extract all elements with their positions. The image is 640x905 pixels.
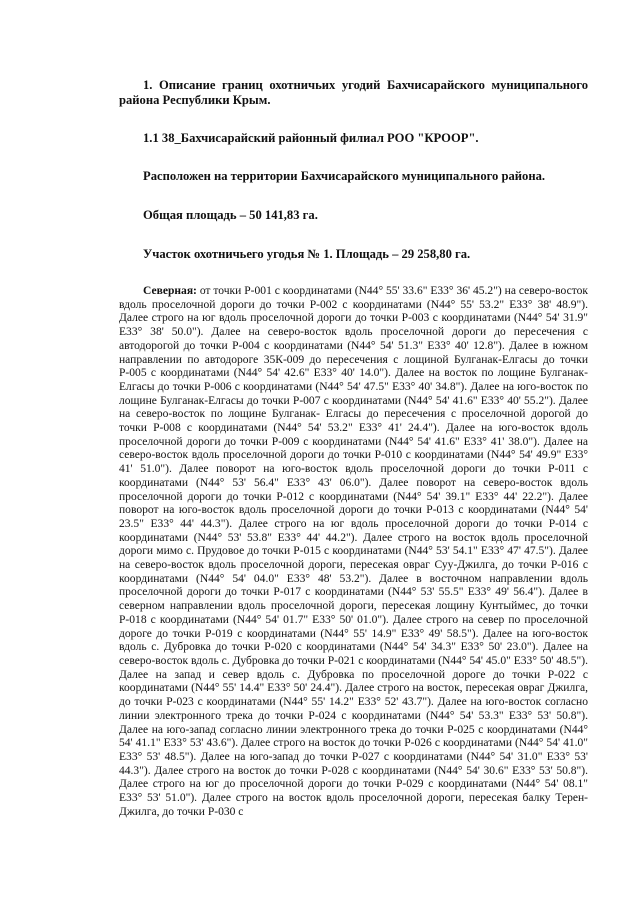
total-area-line: Общая площадь – 50 141,83 га. xyxy=(143,208,318,222)
north-boundary-text: от точки Р-001 с координатами (N44° 55' 33.6" E33° 36' 45.2") на северо-восток вдоль проселочной дороги до точки Р-002 с координатами (N44° 55' 53.2" E33° 38' 48.9"). Далее строго на юг вдоль проселочной дороги до точки Р-003 с координатами (N44° 54' 31.9" E33° 38' 50.0"). Далее на северо-восток вдоль проселочной дороги до пересечения с автодорогой до точки Р-004 с координатами (N44° 54' 51.3" E33° 40' 12.8"). Далее в южном направлении по автодороге 35К-009 до пересечения с лощиной Булганак-Елгасы до точки Р-005 с координатами (N44° 54' 42.6" E33° 40' 14.0"). Далее на восток по лощине Булганак-Елгасы до точки Р-006 с координатами (N44° 54' 47.5" E33° 40' 34.8"). Далее на юго-восток по лощине Булганак-Елгасы до точки Р-007 с координатами (N44° 54' 41.6" E33° 40' 55.2"). Далее на северо-восток по лощине Булганак- Елгасы до пересечения с проселочной дорогой до точки Р-008 с координатами (N44° 54' 53.2" E33° 41' 24.4"). Далее на юго-восток вдоль проселочной дороги до точки Р-009 с координатами (N44° 54' 41.6" E33° 41' 38.0"). Далее на северо-восток вдоль проселочной дороги до точки Р-010 с координатами (N44° 54' 49.9" E33° 41' 51.0"). Далее поворот на юго-восток вдоль проселочной дороги до точки Р-011 с координатами (N44° 53' 56.4" E33° 43' 06.0"). Далее поворот на северо-восток вдоль проселочной дороги до точки Р-012 с координатами (N44° 54' 39.1" E33° 44' 22.2"). Далее поворот на юго-восток вдоль проселочной дороги до точки Р-013 с координатами (N44° 54' 23.5" E33° 44' 44.3"). Далее строго на юг вдоль проселочной дороги до точки Р-014 с координатами (N44° 53' 53.8" E33° 44' 44.2"). Далее строго на восток вдоль проселочной дороги мимо с. Прудовое до точки Р-015 с координатами (N44° 53' 54.1" E33° 47' 47.5"). Далее на северо-восток вдоль проселочной дороги, пересекая овраг Суу-Джилга, до точки Р-016 с координатами (N44° 54' 04.0" E33° 48' 53.2"). Далее в восточном направлении вдоль проселочной дороги до точки Р-017 с координатами (N44° 53' 55.5" E33° 49' 56.4"). Далее в северном направлении вдоль проселочной дороги, пересекая лощину Кунтыймес, до точки Р-018 с координатами (N44° 54' 01.7" E33° 50' 01.0"). Далее строго на север по проселочной дороге до точки Р-019 с координатами (N44° 55' 14.9" E33° 49' 58.5"). Далее на юго-восток вдоль с. Дубровка до точки Р-020 с координатами (N44° 54' 34.3" E33° 50' 23.0"). Далее на северо-восток вдоль с. Дубровка до точки Р-021 с координатами (N44° 54' 45.0" E33° 50' 48.5"). Далее на запад и север вдоль с. Дубровка по проселочной дороге до точки Р-022 с координатами (N44° 55' 14.4" E33° 50' 24.4"). Далее строго на восток, пересекая овраг Джилга, до точки Р-023 с координатами (N44° 55' 14.2" E33° 52' 43.7"). Далее на юго-восток согласно линии электронного трека до точки Р-024 с координатами (N44° 54' 53.3" E33° 53' 50.8"). Далее на юго-запад согласно линии электронного трека до точки Р-025 с координатами (N44° 54' 41.1" E33° 53' 43.6"). Далее строго на восток до точки Р-026 с координатами (N44° 54' 41.0" E33° 53' 48.5"). Далее на юго-запад до точки Р-027 с координатами (N44° 54' 31.0" E33° 53' 44.3"). Далее строго на восток до точки Р-028 с координатами (N44° 54' 30.6" E33° 53' 50.8"). Далее строго на юг до проселочной дороги до точки Р-029 с координатами (N44° 54' 08.1" E33° 53' 51.0"). Далее строго на восток вдоль проселочной дороги, пересекая балку Терен-Джилга, до точки Р-030 с xyxy=(119,285,588,818)
plot-heading: Участок охотничьего угодья № 1. Площадь – 29 258,80 га. xyxy=(143,247,471,261)
section-heading: 1. Описание границ охотничьих угодий Бахчисарайского муниципального района Республики Крым. xyxy=(119,78,588,107)
subsection-heading: 1.1 38_Бахчисарайский районный филиал РОО "КРООР". xyxy=(143,131,479,145)
north-boundary-label: Северная: xyxy=(143,285,197,297)
location-line: Расположен на территории Бахчисарайского муниципального района. xyxy=(143,169,546,183)
north-boundary-paragraph xyxy=(119,285,588,819)
